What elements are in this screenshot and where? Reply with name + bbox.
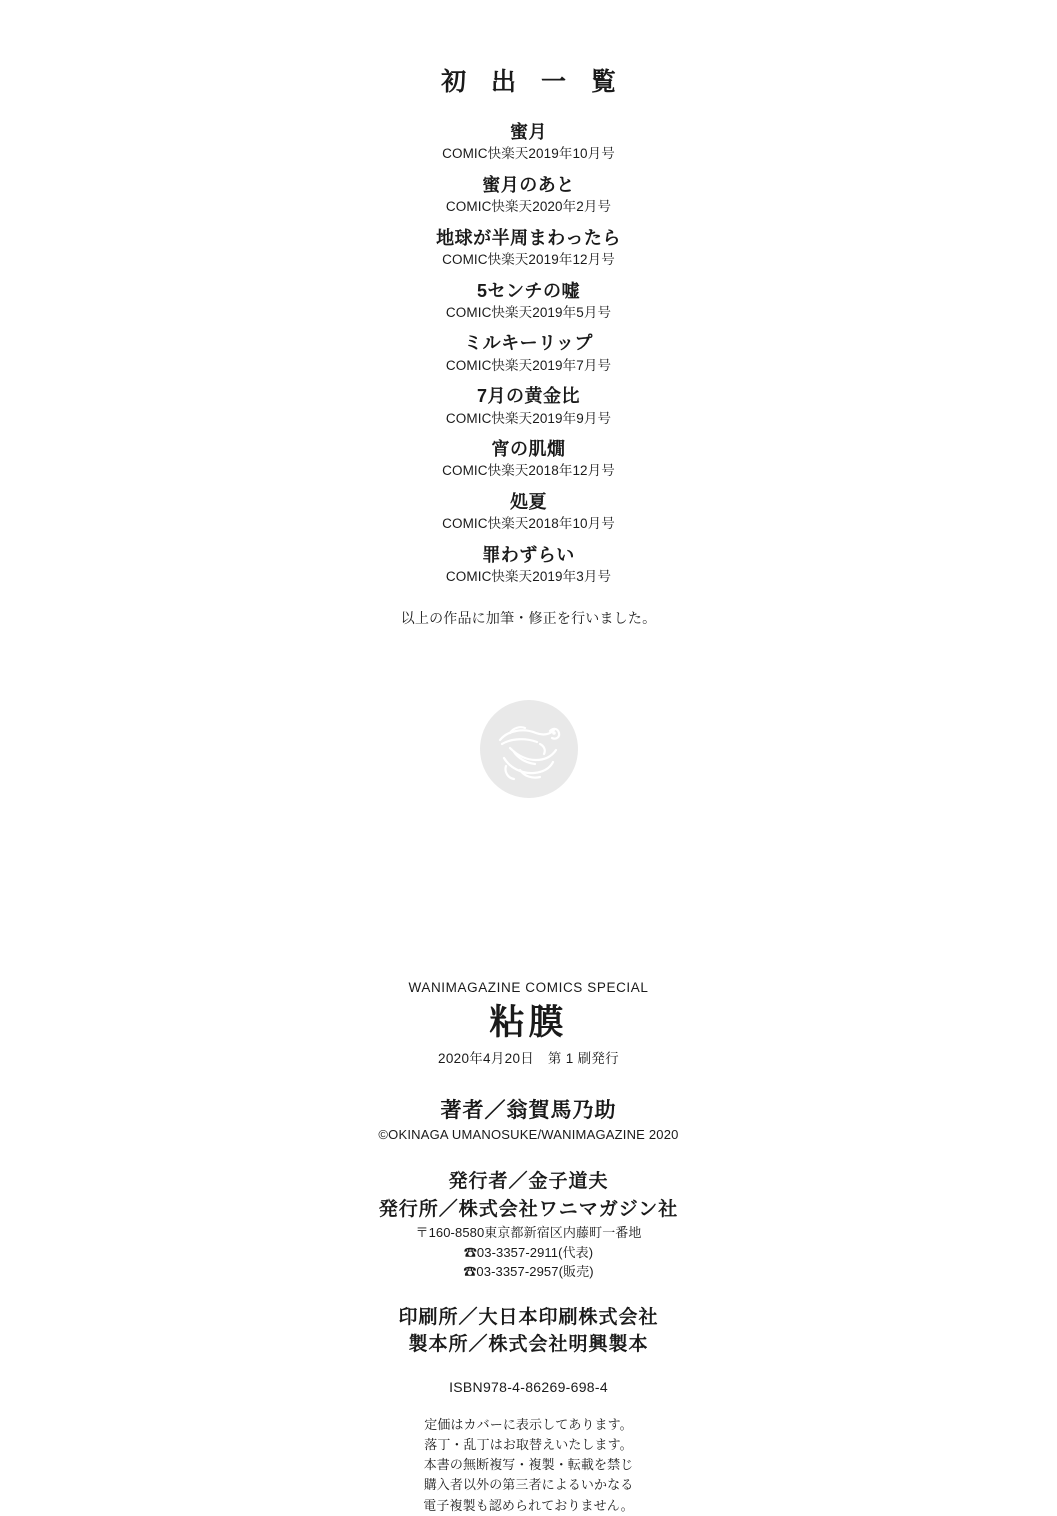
notice-line: 本書の無断複写・複製・転載を禁じ bbox=[423, 1457, 634, 1473]
publisher-emblem-wrapper bbox=[0, 700, 1057, 798]
credit-title: 蜜月 bbox=[510, 122, 547, 142]
credit-source: COMIC快楽天2018年10月号 bbox=[442, 516, 615, 532]
notice-line: 定価はカバーに表示してあります。 bbox=[424, 1416, 633, 1432]
credit-source: COMIC快楽天2020年2月号 bbox=[445, 199, 612, 215]
colophon-publisher-company: 発行所／株式会社ワニマガジン社 bbox=[378, 1198, 679, 1220]
credit-entry bbox=[0, 543, 1057, 587]
colophon-publisher-person: 発行者／金子道夫 bbox=[448, 1171, 609, 1193]
notice-line: 電子複製も認められておりません。 bbox=[423, 1497, 634, 1513]
credit-source: COMIC快楽天2018年12月号 bbox=[442, 463, 615, 479]
notice-line: 落丁・乱丁はお取替えいたします。 bbox=[424, 1437, 633, 1453]
credit-entry bbox=[0, 384, 1057, 428]
first-appearances-note: 以上の作品に加筆・修正を行いました。 bbox=[400, 609, 657, 626]
colophon-address: 〒160-8580東京都新宿区内藤町一番地 bbox=[415, 1225, 642, 1241]
credit-source: COMIC快楽天2019年7月号 bbox=[445, 357, 612, 373]
colophon-binder: 製本所／株式会社明興製本 bbox=[408, 1334, 649, 1356]
colophon-phone-sales: ☎03-3357-2957(販売) bbox=[463, 1264, 594, 1280]
colophon-copyright: ©OKINAGA UMANOSUKE/WANIMAGAZINE 2020 bbox=[378, 1127, 679, 1143]
colophon-book-title: 粘膜 bbox=[489, 1003, 568, 1042]
colophon-notice bbox=[0, 1415, 1057, 1516]
credit-source: COMIC快楽天2019年5月号 bbox=[445, 304, 612, 320]
credit-entry bbox=[0, 120, 1057, 164]
credit-title: 地球が半周まわったら bbox=[436, 227, 621, 248]
colophon-section bbox=[0, 980, 1057, 1516]
credit-entry bbox=[0, 437, 1057, 481]
colophon-series-label: WANIMAGAZINE COMICS SPECIAL bbox=[408, 980, 649, 995]
credit-entry bbox=[0, 279, 1057, 323]
first-appearances-heading: 初 出 一 覧 bbox=[441, 68, 625, 96]
credit-source: COMIC快楽天2019年10月号 bbox=[442, 146, 615, 162]
credit-entry bbox=[0, 331, 1057, 375]
colophon-phone-main: ☎03-3357-2911(代表) bbox=[463, 1244, 594, 1260]
credit-entry bbox=[0, 490, 1057, 534]
credit-source: COMIC快楽天2019年12月号 bbox=[442, 252, 615, 268]
credit-title: 蜜月のあと bbox=[482, 174, 575, 195]
credit-entry bbox=[0, 226, 1057, 270]
credit-title: 宵の肌燗 bbox=[491, 439, 566, 460]
colophon-printer: 印刷所／大日本印刷株式会社 bbox=[398, 1306, 659, 1328]
colophon-author: 著者／翁賀馬乃助 bbox=[440, 1099, 617, 1123]
credit-title: ミルキーリップ bbox=[464, 333, 593, 354]
credit-title: 罪わずらい bbox=[482, 544, 575, 565]
credit-title: 7月の黄金比 bbox=[476, 386, 580, 407]
credit-source: COMIC快楽天2019年3月号 bbox=[445, 569, 612, 585]
notice-line: 購入者以外の第三者によるいかなる bbox=[423, 1477, 634, 1493]
crocodile-emblem-icon bbox=[480, 700, 578, 798]
credit-title: 処夏 bbox=[510, 492, 547, 513]
colophon-isbn: ISBN978-4-86269-698-4 bbox=[449, 1378, 608, 1395]
credit-title: 5センチの嘘 bbox=[476, 280, 580, 301]
credit-source: COMIC快楽天2019年9月号 bbox=[445, 410, 612, 426]
first-appearances-section bbox=[0, 62, 1057, 628]
credit-entry bbox=[0, 173, 1057, 217]
colophon-publication-date: 2020年4月20日 第 1 刷発行 bbox=[438, 1051, 619, 1067]
